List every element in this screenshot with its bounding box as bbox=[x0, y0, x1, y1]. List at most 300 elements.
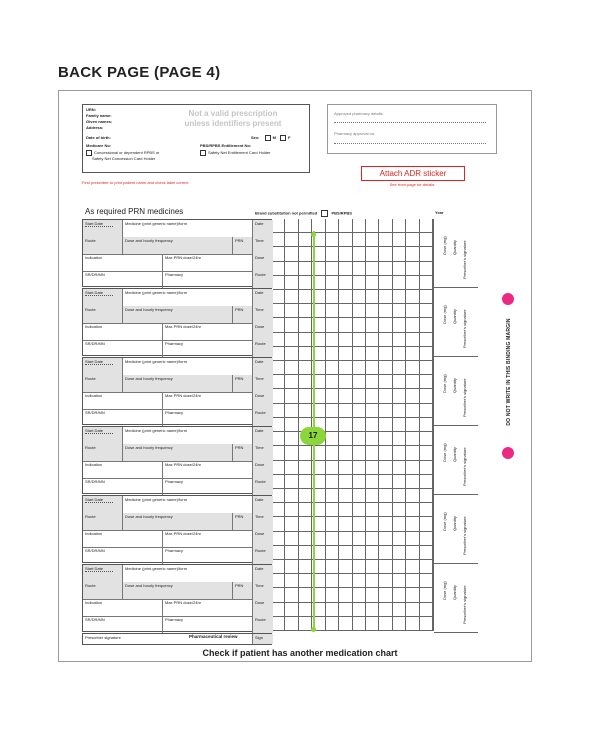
dose-grid-cell[interactable] bbox=[393, 560, 406, 574]
dose-grid-cell[interactable] bbox=[366, 588, 379, 602]
dose-grid-cell[interactable] bbox=[326, 219, 339, 233]
dose-grid-cell[interactable] bbox=[272, 588, 285, 602]
dose-grid-cell[interactable] bbox=[326, 475, 339, 489]
dose-grid-cell[interactable] bbox=[285, 461, 298, 475]
dose-grid-cell[interactable] bbox=[339, 247, 352, 261]
dose-grid-cell[interactable] bbox=[366, 446, 379, 460]
dose-grid-cell[interactable] bbox=[420, 219, 433, 233]
dose-grid-cell[interactable] bbox=[353, 546, 366, 560]
dose-grid-cell[interactable] bbox=[285, 603, 298, 617]
dose-grid-cell[interactable] bbox=[406, 233, 419, 247]
dose-grid-cell[interactable] bbox=[353, 233, 366, 247]
dose-grid-cell[interactable] bbox=[339, 446, 352, 460]
dose-grid-cell[interactable] bbox=[326, 361, 339, 375]
dose-grid-cell[interactable] bbox=[406, 446, 419, 460]
sex-field[interactable] bbox=[251, 135, 291, 141]
dose-grid-cell[interactable] bbox=[366, 418, 379, 432]
dose-grid-cell[interactable] bbox=[353, 475, 366, 489]
dose-grid-cell[interactable] bbox=[379, 532, 392, 546]
dose-grid-cell[interactable] bbox=[420, 404, 433, 418]
dose-grid-cell[interactable] bbox=[285, 418, 298, 432]
dose-grid-cell[interactable] bbox=[393, 347, 406, 361]
dose-grid-cell[interactable] bbox=[272, 276, 285, 290]
brand-checkbox[interactable] bbox=[321, 210, 328, 217]
dose-grid-cell[interactable] bbox=[299, 588, 312, 602]
dose-grid-cell[interactable] bbox=[420, 432, 433, 446]
dose-grid-cell[interactable] bbox=[285, 517, 298, 531]
dose-grid-cell[interactable] bbox=[339, 560, 352, 574]
dose-grid-cell[interactable] bbox=[406, 532, 419, 546]
dose-grid-cell[interactable] bbox=[393, 574, 406, 588]
dose-grid-cell[interactable] bbox=[379, 517, 392, 531]
route-cell[interactable] bbox=[83, 513, 123, 530]
dose-grid-cell[interactable] bbox=[366, 347, 379, 361]
dose-grid-cell[interactable] bbox=[379, 418, 392, 432]
dose-grid-cell[interactable] bbox=[393, 432, 406, 446]
max-prn-cell[interactable] bbox=[163, 599, 253, 616]
dose-grid-cell[interactable] bbox=[420, 361, 433, 375]
dose-grid-cell[interactable] bbox=[272, 432, 285, 446]
dose-grid-cell[interactable] bbox=[339, 389, 352, 403]
dose-grid-cell[interactable] bbox=[272, 517, 285, 531]
side-signature-cell[interactable] bbox=[434, 219, 478, 288]
pharmacy-cell[interactable] bbox=[163, 340, 253, 357]
pharmacy-details-line[interactable] bbox=[334, 122, 486, 123]
dose-grid-cell[interactable] bbox=[272, 318, 285, 332]
dose-grid-cell[interactable] bbox=[366, 461, 379, 475]
dose-grid-cell[interactable] bbox=[339, 461, 352, 475]
dose-grid-cell[interactable] bbox=[420, 503, 433, 517]
dose-grid-cell[interactable] bbox=[393, 588, 406, 602]
dose-grid-cell[interactable] bbox=[420, 446, 433, 460]
dose-grid-cell[interactable] bbox=[366, 276, 379, 290]
dose-grid-cell[interactable] bbox=[339, 361, 352, 375]
dose-grid-cell[interactable] bbox=[393, 532, 406, 546]
sr-dn-cell[interactable] bbox=[83, 409, 163, 426]
dose-grid-cell[interactable] bbox=[285, 404, 298, 418]
dose-grid-cell[interactable] bbox=[339, 603, 352, 617]
dose-grid-cell[interactable] bbox=[366, 389, 379, 403]
dose-grid-cell[interactable] bbox=[406, 475, 419, 489]
dose-grid-cell[interactable] bbox=[420, 475, 433, 489]
dose-grid-cell[interactable] bbox=[285, 617, 298, 631]
dose-grid-cell[interactable] bbox=[299, 290, 312, 304]
dose-grid-cell[interactable] bbox=[406, 361, 419, 375]
indication-cell[interactable] bbox=[83, 254, 163, 271]
dose-grid-cell[interactable] bbox=[272, 389, 285, 403]
dose-grid-cell[interactable] bbox=[326, 389, 339, 403]
dose-grid-cell[interactable] bbox=[379, 446, 392, 460]
dose-grid-cell[interactable] bbox=[406, 375, 419, 389]
medicine-cell[interactable] bbox=[123, 358, 253, 375]
safety-net-checkbox[interactable] bbox=[200, 150, 206, 156]
dose-grid-cell[interactable] bbox=[353, 461, 366, 475]
dose-grid-cell[interactable] bbox=[366, 617, 379, 631]
dose-grid-cell[interactable] bbox=[339, 546, 352, 560]
dose-grid-cell[interactable] bbox=[326, 276, 339, 290]
adr-sticker-box[interactable]: Attach ADR sticker bbox=[361, 166, 465, 181]
dose-grid-cell[interactable] bbox=[379, 461, 392, 475]
dose-grid-cell[interactable] bbox=[366, 475, 379, 489]
dose-grid-cell[interactable] bbox=[339, 276, 352, 290]
dose-grid-cell[interactable] bbox=[420, 247, 433, 261]
dose-grid-cell[interactable] bbox=[272, 574, 285, 588]
medicine-cell[interactable] bbox=[123, 427, 253, 444]
dose-grid-cell[interactable] bbox=[366, 560, 379, 574]
dose-grid-cell[interactable] bbox=[285, 475, 298, 489]
dose-grid-cell[interactable] bbox=[285, 389, 298, 403]
dose-grid-cell[interactable] bbox=[299, 461, 312, 475]
dose-grid-cell[interactable] bbox=[353, 361, 366, 375]
dose-grid-cell[interactable] bbox=[326, 574, 339, 588]
dose-grid-cell[interactable] bbox=[326, 375, 339, 389]
dose-grid-cell[interactable] bbox=[366, 404, 379, 418]
dose-grid-cell[interactable] bbox=[299, 475, 312, 489]
dose-grid-cell[interactable] bbox=[285, 304, 298, 318]
dose-grid-cell[interactable] bbox=[272, 247, 285, 261]
dose-grid-cell[interactable] bbox=[299, 304, 312, 318]
given-names-label[interactable]: Given names: bbox=[86, 119, 113, 124]
dose-grid-cell[interactable] bbox=[285, 276, 298, 290]
safety-net-option[interactable] bbox=[200, 150, 270, 156]
medicine-block-5[interactable] bbox=[82, 495, 272, 563]
dose-grid-cell[interactable] bbox=[379, 333, 392, 347]
dose-grid-cell[interactable] bbox=[353, 247, 366, 261]
dose-grid-cell[interactable] bbox=[285, 347, 298, 361]
side-signature-cell[interactable] bbox=[434, 357, 478, 426]
dose-grid-cell[interactable] bbox=[326, 304, 339, 318]
dose-grid-cell[interactable] bbox=[326, 262, 339, 276]
dose-grid-cell[interactable] bbox=[406, 304, 419, 318]
urn-label[interactable]: URN: bbox=[86, 107, 96, 112]
dose-grid-cell[interactable] bbox=[299, 532, 312, 546]
dose-grid-cell[interactable] bbox=[339, 418, 352, 432]
dose-grid-cell[interactable] bbox=[420, 532, 433, 546]
dose-freq-cell[interactable] bbox=[123, 237, 233, 254]
dose-grid-cell[interactable] bbox=[379, 304, 392, 318]
dose-grid-cell[interactable] bbox=[379, 347, 392, 361]
dose-grid-cell[interactable] bbox=[299, 546, 312, 560]
dose-grid-cell[interactable] bbox=[339, 517, 352, 531]
pbs-label[interactable]: PBS/RPBS Entitlement No: bbox=[200, 143, 252, 148]
dose-grid-cell[interactable] bbox=[353, 404, 366, 418]
dose-grid-cell[interactable] bbox=[366, 546, 379, 560]
dose-grid-cell[interactable] bbox=[406, 574, 419, 588]
dose-grid-cell[interactable] bbox=[326, 489, 339, 503]
dose-grid-cell[interactable] bbox=[272, 418, 285, 432]
start-date-cell[interactable] bbox=[83, 358, 123, 375]
dose-grid-cell[interactable] bbox=[406, 503, 419, 517]
dose-grid-cell[interactable] bbox=[326, 247, 339, 261]
dose-grid-cell[interactable] bbox=[339, 219, 352, 233]
route-cell[interactable] bbox=[83, 375, 123, 392]
dose-grid-cell[interactable] bbox=[406, 546, 419, 560]
dose-grid-cell[interactable] bbox=[393, 262, 406, 276]
dose-grid-cell[interactable] bbox=[420, 333, 433, 347]
dose-grid-cell[interactable] bbox=[379, 318, 392, 332]
dose-grid-cell[interactable] bbox=[339, 475, 352, 489]
dose-grid-cell[interactable] bbox=[379, 603, 392, 617]
dose-grid-cell[interactable] bbox=[339, 532, 352, 546]
dose-grid-cell[interactable] bbox=[393, 475, 406, 489]
dose-grid-cell[interactable] bbox=[420, 304, 433, 318]
dose-grid-cell[interactable] bbox=[420, 290, 433, 304]
dose-grid-cell[interactable] bbox=[379, 560, 392, 574]
dose-grid-cell[interactable] bbox=[299, 574, 312, 588]
dose-grid-cell[interactable] bbox=[353, 489, 366, 503]
dose-grid-cell[interactable] bbox=[393, 418, 406, 432]
dose-grid-cell[interactable] bbox=[406, 432, 419, 446]
sr-dn-cell[interactable] bbox=[83, 271, 163, 288]
dose-grid-cell[interactable] bbox=[420, 375, 433, 389]
dose-grid-cell[interactable] bbox=[379, 219, 392, 233]
dose-grid-cell[interactable] bbox=[366, 247, 379, 261]
dose-grid-cell[interactable] bbox=[379, 432, 392, 446]
dose-grid[interactable] bbox=[272, 219, 433, 631]
pharmacy-approval-line[interactable] bbox=[334, 143, 486, 144]
dose-grid-cell[interactable] bbox=[420, 233, 433, 247]
dose-grid-cell[interactable] bbox=[339, 574, 352, 588]
dose-grid-cell[interactable] bbox=[420, 603, 433, 617]
dose-grid-cell[interactable] bbox=[393, 489, 406, 503]
dose-grid-cell[interactable] bbox=[272, 347, 285, 361]
dose-grid-cell[interactable] bbox=[393, 304, 406, 318]
dose-grid-cell[interactable] bbox=[393, 461, 406, 475]
dose-grid-cell[interactable] bbox=[406, 333, 419, 347]
dose-grid-cell[interactable] bbox=[379, 404, 392, 418]
pharmacy-cell[interactable] bbox=[163, 478, 253, 495]
dose-grid-cell[interactable] bbox=[272, 489, 285, 503]
dose-grid-cell[interactable] bbox=[339, 489, 352, 503]
dose-grid-cell[interactable] bbox=[393, 503, 406, 517]
dose-grid-cell[interactable] bbox=[366, 361, 379, 375]
dose-freq-cell[interactable] bbox=[123, 444, 233, 461]
dose-grid-cell[interactable] bbox=[393, 233, 406, 247]
dose-grid-cell[interactable] bbox=[285, 233, 298, 247]
dose-grid-cell[interactable] bbox=[326, 233, 339, 247]
dose-grid-cell[interactable] bbox=[366, 375, 379, 389]
dose-grid-cell[interactable] bbox=[326, 588, 339, 602]
dose-grid-cell[interactable] bbox=[272, 219, 285, 233]
dose-grid-cell[interactable] bbox=[353, 318, 366, 332]
dose-grid-cell[interactable] bbox=[285, 446, 298, 460]
dose-grid-cell[interactable] bbox=[272, 404, 285, 418]
dose-grid-cell[interactable] bbox=[366, 290, 379, 304]
dose-grid-cell[interactable] bbox=[272, 333, 285, 347]
dose-grid-cell[interactable] bbox=[326, 318, 339, 332]
dose-grid-cell[interactable] bbox=[393, 318, 406, 332]
dose-grid-cell[interactable] bbox=[353, 347, 366, 361]
dose-grid-cell[interactable] bbox=[366, 333, 379, 347]
medicine-cell[interactable] bbox=[123, 289, 253, 306]
dose-freq-cell[interactable] bbox=[123, 582, 233, 599]
dob-label[interactable]: Date of birth: bbox=[86, 135, 111, 140]
medicare-label[interactable]: Medicare No: bbox=[86, 143, 112, 148]
dose-grid-cell[interactable] bbox=[366, 318, 379, 332]
dose-grid-cell[interactable] bbox=[272, 532, 285, 546]
medicine-block-3[interactable] bbox=[82, 357, 272, 425]
indication-cell[interactable] bbox=[83, 392, 163, 409]
dose-grid-cell[interactable] bbox=[285, 489, 298, 503]
dose-grid-cell[interactable] bbox=[393, 617, 406, 631]
dose-grid-cell[interactable] bbox=[366, 432, 379, 446]
dose-grid-cell[interactable] bbox=[379, 475, 392, 489]
dose-grid-cell[interactable] bbox=[379, 290, 392, 304]
sr-dn-cell[interactable] bbox=[83, 616, 163, 633]
dose-grid-cell[interactable] bbox=[406, 347, 419, 361]
dose-grid-cell[interactable] bbox=[406, 418, 419, 432]
dose-grid-cell[interactable] bbox=[285, 333, 298, 347]
dose-grid-cell[interactable] bbox=[299, 503, 312, 517]
dose-grid-cell[interactable] bbox=[326, 560, 339, 574]
route-cell[interactable] bbox=[83, 582, 123, 599]
dose-grid-cell[interactable] bbox=[339, 503, 352, 517]
dose-grid-cell[interactable] bbox=[285, 503, 298, 517]
indication-cell[interactable] bbox=[83, 530, 163, 547]
dose-grid-cell[interactable] bbox=[299, 361, 312, 375]
dose-grid-cell[interactable] bbox=[379, 389, 392, 403]
dose-grid-cell[interactable] bbox=[393, 446, 406, 460]
dose-grid-cell[interactable] bbox=[272, 603, 285, 617]
dose-grid-cell[interactable] bbox=[366, 489, 379, 503]
dose-grid-cell[interactable] bbox=[393, 276, 406, 290]
dose-grid-cell[interactable] bbox=[272, 617, 285, 631]
medicine-block-2[interactable] bbox=[82, 288, 272, 356]
sr-dn-cell[interactable] bbox=[83, 340, 163, 357]
dose-grid-cell[interactable] bbox=[406, 617, 419, 631]
prescriber-signature-row[interactable] bbox=[82, 633, 272, 645]
dose-grid-cell[interactable] bbox=[299, 333, 312, 347]
side-signature-cell[interactable] bbox=[434, 288, 478, 357]
start-date-cell[interactable] bbox=[83, 289, 123, 306]
dose-grid-cell[interactable] bbox=[299, 389, 312, 403]
dose-grid-cell[interactable] bbox=[406, 290, 419, 304]
dose-grid-cell[interactable] bbox=[379, 489, 392, 503]
dose-grid-cell[interactable] bbox=[326, 546, 339, 560]
dose-grid-cell[interactable] bbox=[406, 489, 419, 503]
side-signature-cell[interactable] bbox=[434, 564, 478, 633]
dose-grid-cell[interactable] bbox=[299, 560, 312, 574]
dose-grid-cell[interactable] bbox=[272, 361, 285, 375]
dose-grid-cell[interactable] bbox=[420, 418, 433, 432]
dose-grid-cell[interactable] bbox=[353, 588, 366, 602]
dose-grid-cell[interactable] bbox=[420, 489, 433, 503]
sex-f-checkbox[interactable] bbox=[280, 135, 286, 141]
medicine-cell[interactable] bbox=[123, 220, 253, 237]
dose-grid-cell[interactable] bbox=[366, 532, 379, 546]
dose-grid-cell[interactable] bbox=[285, 574, 298, 588]
dose-grid-cell[interactable] bbox=[353, 375, 366, 389]
dose-grid-cell[interactable] bbox=[285, 262, 298, 276]
dose-grid-cell[interactable] bbox=[420, 517, 433, 531]
route-cell[interactable] bbox=[83, 237, 123, 254]
dose-grid-cell[interactable] bbox=[393, 290, 406, 304]
dose-grid-cell[interactable] bbox=[272, 503, 285, 517]
dose-grid-cell[interactable] bbox=[272, 375, 285, 389]
dose-grid-cell[interactable] bbox=[379, 375, 392, 389]
dose-grid-cell[interactable] bbox=[379, 574, 392, 588]
dose-grid-cell[interactable] bbox=[353, 304, 366, 318]
dose-grid-cell[interactable] bbox=[339, 233, 352, 247]
dose-grid-cell[interactable] bbox=[353, 446, 366, 460]
dose-grid-cell[interactable] bbox=[366, 262, 379, 276]
dose-grid-cell[interactable] bbox=[272, 475, 285, 489]
dose-grid-cell[interactable] bbox=[299, 375, 312, 389]
dose-freq-cell[interactable] bbox=[123, 306, 233, 323]
dose-grid-cell[interactable] bbox=[379, 617, 392, 631]
dose-grid-cell[interactable] bbox=[326, 503, 339, 517]
dose-grid-cell[interactable] bbox=[420, 347, 433, 361]
route-cell[interactable] bbox=[83, 306, 123, 323]
dose-grid-cell[interactable] bbox=[406, 404, 419, 418]
dose-grid-cell[interactable] bbox=[339, 375, 352, 389]
max-prn-cell[interactable] bbox=[163, 530, 253, 547]
dose-grid-cell[interactable] bbox=[393, 603, 406, 617]
dose-grid-cell[interactable] bbox=[285, 532, 298, 546]
dose-grid-cell[interactable] bbox=[285, 361, 298, 375]
start-date-cell[interactable] bbox=[83, 565, 123, 582]
dose-grid-cell[interactable] bbox=[353, 389, 366, 403]
dose-grid-cell[interactable] bbox=[285, 432, 298, 446]
dose-grid-cell[interactable] bbox=[420, 276, 433, 290]
dose-grid-cell[interactable] bbox=[366, 219, 379, 233]
dose-grid-cell[interactable] bbox=[339, 347, 352, 361]
dose-grid-cell[interactable] bbox=[285, 219, 298, 233]
dose-grid-cell[interactable] bbox=[379, 361, 392, 375]
family-name-label[interactable]: Family name: bbox=[86, 113, 112, 118]
dose-grid-cell[interactable] bbox=[379, 233, 392, 247]
dose-grid-cell[interactable] bbox=[353, 603, 366, 617]
dose-grid-cell[interactable] bbox=[393, 546, 406, 560]
max-prn-cell[interactable] bbox=[163, 461, 253, 478]
dose-grid-cell[interactable] bbox=[366, 574, 379, 588]
dose-grid-cell[interactable] bbox=[353, 432, 366, 446]
dose-grid-cell[interactable] bbox=[272, 546, 285, 560]
dose-grid-cell[interactable] bbox=[353, 290, 366, 304]
dose-grid-cell[interactable] bbox=[420, 461, 433, 475]
dose-grid-cell[interactable] bbox=[379, 276, 392, 290]
dose-grid-cell[interactable] bbox=[406, 219, 419, 233]
dose-grid-cell[interactable] bbox=[299, 276, 312, 290]
dose-freq-cell[interactable] bbox=[123, 513, 233, 530]
dose-grid-cell[interactable] bbox=[285, 375, 298, 389]
dose-grid-cell[interactable] bbox=[420, 262, 433, 276]
dose-grid-cell[interactable] bbox=[420, 318, 433, 332]
dose-grid-cell[interactable] bbox=[272, 560, 285, 574]
dose-grid-cell[interactable] bbox=[339, 290, 352, 304]
dose-grid-cell[interactable] bbox=[393, 404, 406, 418]
dose-grid-cell[interactable] bbox=[406, 318, 419, 332]
dose-grid-cell[interactable] bbox=[326, 532, 339, 546]
dose-grid-cell[interactable] bbox=[272, 262, 285, 276]
dose-grid-cell[interactable] bbox=[379, 247, 392, 261]
dose-grid-cell[interactable] bbox=[353, 418, 366, 432]
start-date-cell[interactable] bbox=[83, 220, 123, 237]
dose-grid-cell[interactable] bbox=[339, 318, 352, 332]
dose-grid-cell[interactable] bbox=[339, 588, 352, 602]
dose-grid-cell[interactable] bbox=[353, 574, 366, 588]
dose-grid-cell[interactable] bbox=[285, 560, 298, 574]
dose-grid-cell[interactable] bbox=[326, 418, 339, 432]
dose-grid-cell[interactable] bbox=[339, 262, 352, 276]
dose-grid-cell[interactable] bbox=[379, 262, 392, 276]
dose-grid-cell[interactable] bbox=[339, 404, 352, 418]
max-prn-cell[interactable] bbox=[163, 392, 253, 409]
dose-grid-cell[interactable] bbox=[299, 262, 312, 276]
dose-grid-cell[interactable] bbox=[366, 503, 379, 517]
dose-grid-cell[interactable] bbox=[393, 219, 406, 233]
dose-grid-cell[interactable] bbox=[339, 333, 352, 347]
